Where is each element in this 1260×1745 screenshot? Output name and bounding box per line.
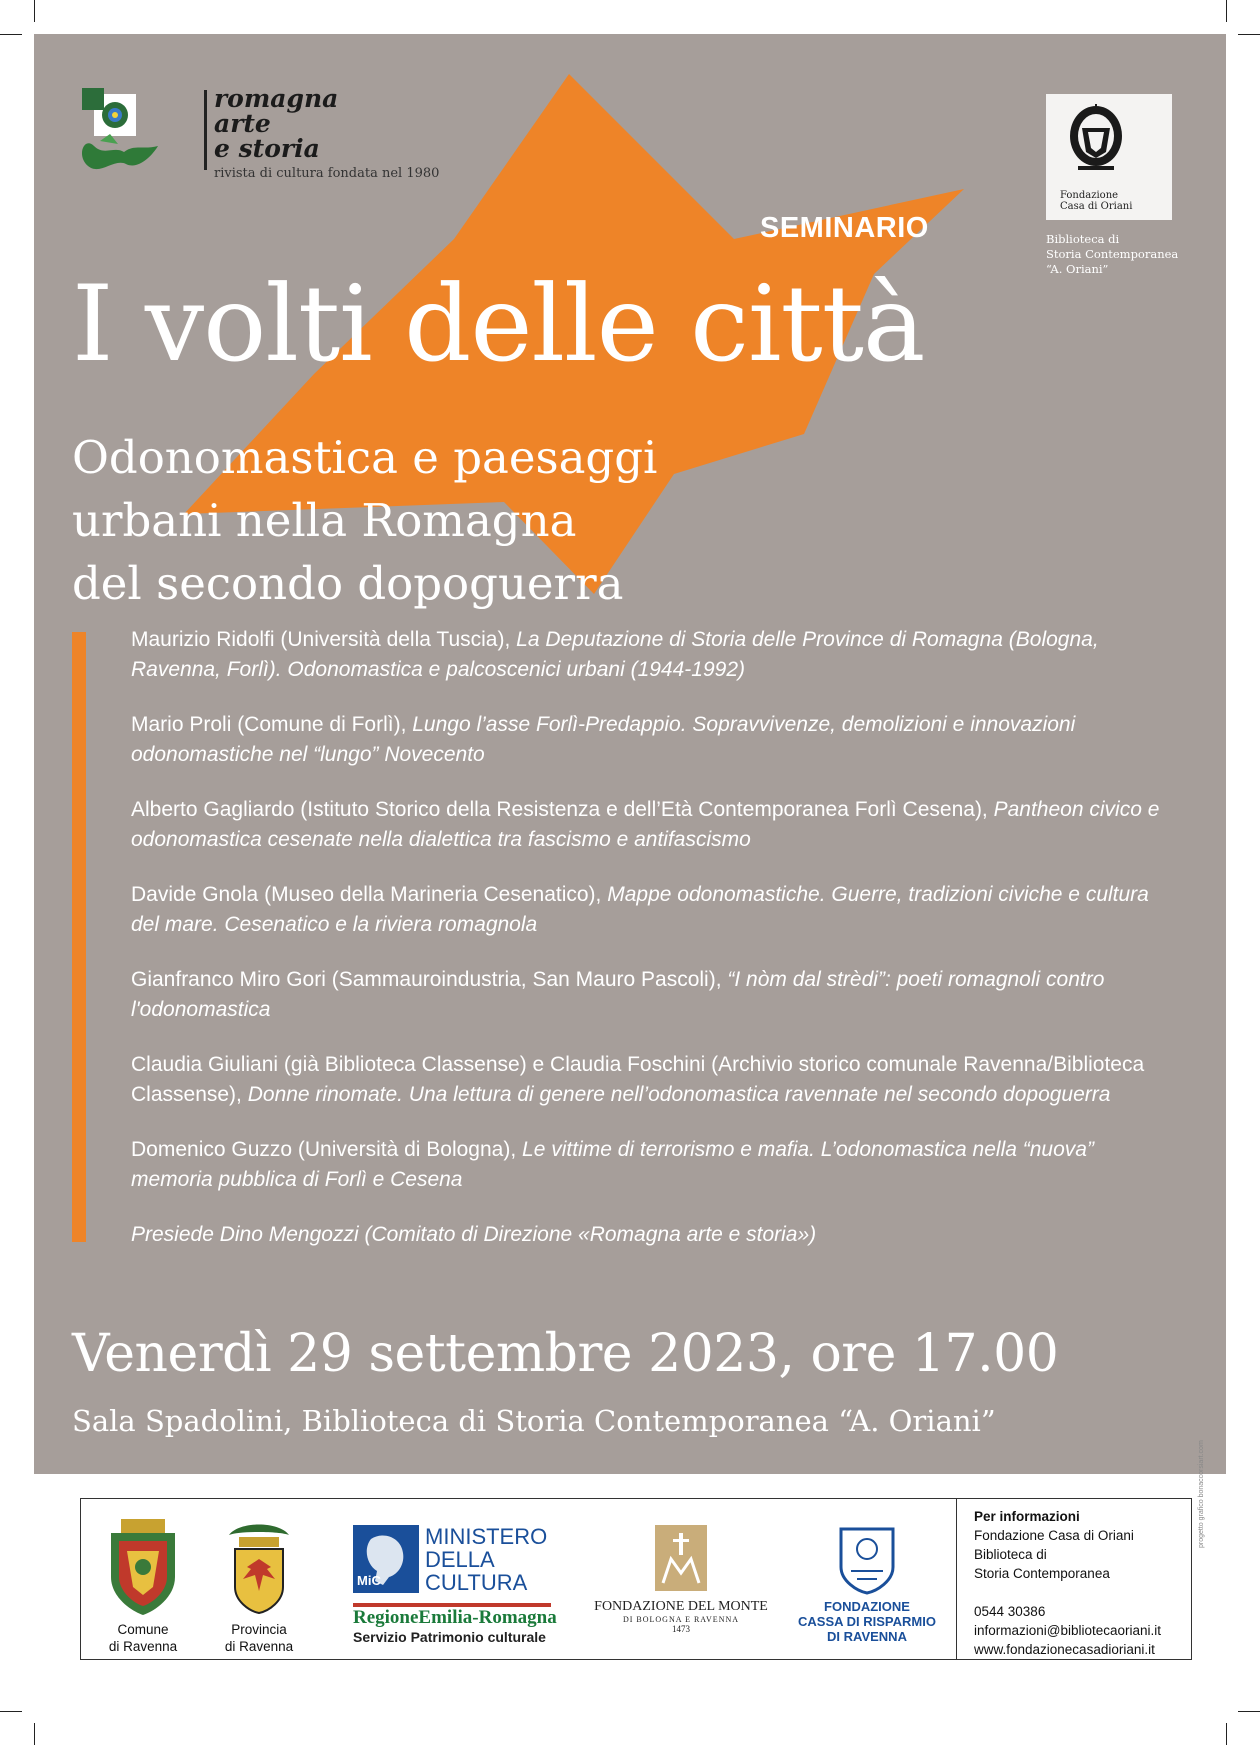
talk-speaker: Davide Gnola (Museo della Marineria Cesenatico), [131,883,608,906]
fondazione-oriani-logo [1046,94,1172,220]
subtitle-line: urbani nella Romagna [72,494,577,547]
regione-name: RegioneEmilia-Romagna [353,1607,557,1628]
contact-line: Fondazione Casa di Oriani [974,1528,1134,1543]
cassa-line: CASSA DI RISPARMIO [798,1614,936,1629]
poster [34,34,1226,1474]
talk-item [131,1050,1171,1110]
talk-title: Donne rinomate. Una lettura di genere nell’odonomastica ravennate nel secondo dopoguerra [247,1083,1111,1106]
subtitle-line: del secondo dopoguerra [72,557,624,610]
crop-mark [34,0,35,22]
mic-badge-text: MiC [357,1573,381,1588]
monte-subname: DI BOLOGNA E RAVENNA [622,1615,740,1624]
magazine-tagline: rivista di cultura fondata nel 1980 [214,166,440,181]
provincia-ravenna-logo [209,1517,309,1655]
foundation-name-line: Casa di Oriani [1060,201,1133,212]
event-date: Venerdì 29 settembre 2023, ore 17.00 [72,1324,1059,1384]
ministero-line: DELLA [425,1547,495,1572]
event-title: I volti delle città [72,263,925,385]
talk-item [131,795,1171,855]
comune-ravenna-logo [93,1517,193,1655]
contact-info [974,1507,1161,1659]
crop-mark [0,34,22,35]
fondazione-monte-logo [581,1525,781,1634]
monte-emblem-icon [581,1525,781,1595]
event-subtitle [72,426,657,615]
comune-crest-icon [93,1517,193,1617]
cassa-name [787,1599,947,1644]
comune-caption-line: di Ravenna [108,1639,178,1654]
library-line: “A. Oriani” [1046,262,1109,276]
crop-mark [34,1723,35,1745]
monte-year: 1473 [672,1624,690,1634]
monte-name: FONDAZIONE DEL MONTE [594,1599,768,1614]
talk-title: Le vittime di terrorismo e mafia. L’odonomastica nella “nuova” memoria pubblica di Forlì e Cesena [131,1138,1094,1191]
talk-item [131,880,1171,940]
contact-website[interactable]: www.fondazionecasadioriani.it [974,1642,1155,1657]
talk-title: La Deputazione di Storia delle Province di Romagna (Bologna, Ravenna, Forlì). Odonomastica e palcoscenici urbani (1944-1992) [131,628,1099,681]
subtitle-line: Odonomastica e paesaggi [72,431,658,484]
talk-speaker: Alberto Gagliardo (Istituto Storico della Resistenza e dell’Età Contemporanea Forlì Cesena), [131,798,994,821]
event-venue: Sala Spadolini, Biblioteca di Storia Contemporanea “A. Oriani” [72,1404,996,1438]
provincia-caption-line: di Ravenna [224,1639,294,1654]
cassa-line: DI RAVENNA [827,1629,907,1644]
fondazione-cassa-risparmio-logo [787,1523,947,1644]
ministero-line: CULTURA [425,1570,528,1595]
talk-title: Mappe odonomastiche. Guerre, tradizioni civiche e cultura del mare. Cesenatico e la riviera romagnola [131,883,1149,936]
orange-vertical-bar [72,632,86,1242]
talk-title: “I nòm dal strèdi”: poeti romagnoli contro l'odonomastica [131,968,1105,1021]
servizio-name: Servizio Patrimonio culturale [353,1629,546,1645]
comune-caption [93,1621,193,1655]
cassa-crest-icon [787,1523,947,1595]
crop-mark [1238,34,1260,35]
provincia-caption-line: Provincia [231,1622,287,1637]
ministero-line: MINISTERO [425,1524,548,1549]
talk-speaker: Mario Proli (Comune di Forlì), [131,713,413,736]
chair-line: Presiede Dino Mengozzi (Comitato di Direzione «Romagna arte e storia») [131,1223,817,1246]
talk-speaker: Domenico Guzzo (Università di Bologna), [131,1138,523,1161]
comune-caption-line: Comune [117,1622,169,1637]
crop-mark [1238,1711,1260,1712]
logo-divider [204,90,207,170]
floral-emblem-icon [74,86,160,178]
event-kind: SEMINARIO [760,212,929,244]
provincia-caption [209,1621,309,1655]
foundation-name-line: Fondazione [1060,190,1119,201]
library-line: Biblioteca di [1046,232,1120,246]
mic-badge-icon [353,1525,419,1593]
crop-mark [1226,0,1227,22]
talk-title: Lungo l’asse Forlì-Predappio. Sopravvivenze, demolizioni e innovazioni odonomastiche nel “lungo” Novecento [131,713,1076,766]
cassa-line: FONDAZIONE [824,1599,910,1614]
contact-phone[interactable]: 0544 30386 [974,1604,1046,1619]
magazine-name-line: romagna [214,84,339,113]
regione-emilia-romagna-logo [353,1603,573,1645]
talk-item [131,710,1171,770]
foundation-name [1060,190,1132,212]
contact-line: Biblioteca di [974,1547,1047,1562]
talk-item [131,625,1171,685]
romagna-arte-storia-logo [74,84,440,226]
contact-heading: Per informazioni [974,1509,1080,1524]
library-line: Storia Contemporanea [1046,247,1179,261]
talk-speaker: Gianfranco Miro Gori (Sammauroindustria, San Mauro Pascoli), [131,968,728,991]
talk-item [131,1135,1171,1195]
design-credit: progetto grafico bonaccorsiart.com [1198,1440,1205,1548]
contact-line: Storia Contemporanea [974,1566,1110,1581]
magazine-name-line: e storia [214,134,320,163]
ministero-name [425,1525,547,1594]
contact-email[interactable]: informazioni@bibliotecaoriani.it [974,1623,1162,1638]
library-name [1046,232,1178,277]
magazine-name-line: arte [214,109,271,138]
contact-spacer [974,1583,1161,1602]
provincia-crest-icon [209,1517,309,1617]
talk-speaker: Claudia Giuliani (già Biblioteca Classense) e Claudia Foschini (Archivio storico comunale Ravenna/Biblioteca Classense), [131,1053,1145,1106]
crop-mark [1226,1723,1227,1745]
program-list [131,625,1171,1250]
crop-mark [0,1711,22,1712]
talk-title: Pantheon civico e odonomastica cesenate nella dialettica tra fascismo e antifascismo [131,798,1160,851]
ministero-cultura-logo [353,1525,563,1597]
oriani-seal-icon [1066,102,1126,174]
talk-item [131,965,1171,1025]
talk-speaker: Maurizio Ridolfi (Università della Tuscia), [131,628,517,651]
sponsor-footer [80,1498,1192,1660]
footer-divider [956,1499,957,1659]
